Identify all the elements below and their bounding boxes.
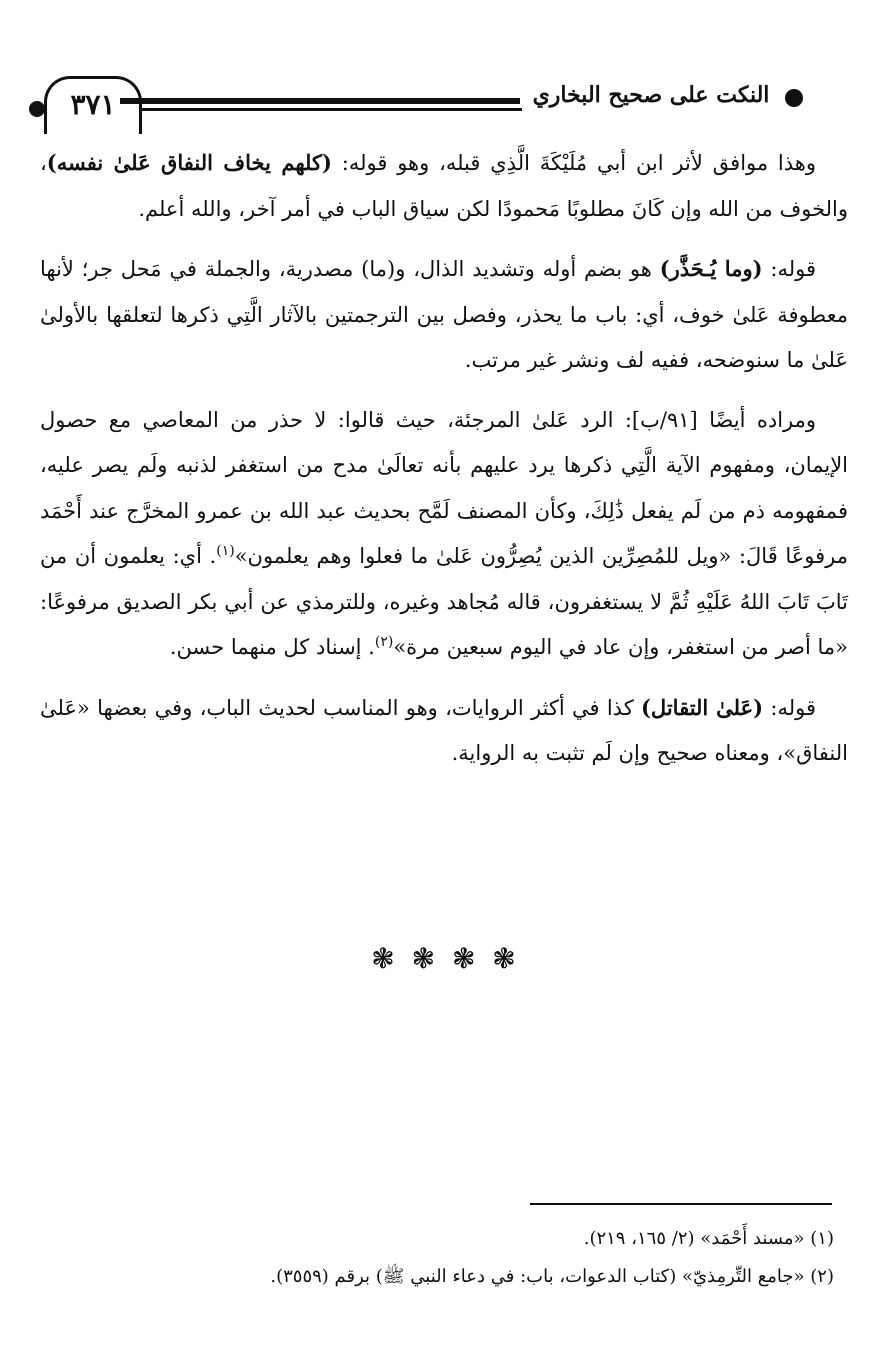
paragraph — [40, 246, 848, 384]
header-ornament-dot-right — [785, 89, 803, 107]
text-run: . أي: يعلمون أن من تَابَ تَابَ اللهُ عَلَيْهِ ثُمَّ لا يستغفرون، قاله مُجاهد وغيره، وللترمذي عن أبي بكر الصديق مرفوعًا: «ما أصر من استغفر، وإن عاد في اليوم سبعين مرة» — [40, 544, 848, 659]
page-header — [0, 0, 891, 140]
paragraph — [40, 685, 848, 777]
footnote-reference: (١) — [216, 543, 235, 559]
footnote-2: (٢) «جامع التِّرمِذيّ» (كتاب الدعوات، باب: في دعاء النبي ﷺ) برقم (٣٥٥٩). — [270, 1266, 834, 1287]
footnote-rule — [530, 1203, 832, 1205]
text-run: ، والخوف من الله وإن كَانَ مطلوبًا مَحمودًا لكن سياق الباب في أمر آخر، والله أعلم. — [40, 151, 848, 221]
main-text — [40, 140, 848, 791]
text-run: ومراده أيضًا [٩١/ب]: الرد عَلىٰ المرجئة، حيث قالوا: لا حذر من المعاصي مع حصول الإيمان، ومفهوم الآية الَّتِي ذكرها يرد عليهم بأنه تعالَىٰ مدح من استغفر لذنبه ولَم يصر عليه، فمفهومه ذم من لَم يفعل ذَٰلِكَ، وكأن المصنف لَمَّح بحديث عبد الله بن عمرو المخرَّج عند أَحْمَد مرفوعًا قَالَ: «ويل للمُصِرِّين الذين يُصِرُّون عَلىٰ ما فعلوا وهم يعلمون» — [40, 407, 848, 568]
text-run: وهذا موافق لأثر ابن أبي مُلَيْكَةَ الَّذِي قبله، وهو قوله: — [331, 151, 817, 175]
footnote-reference: (٢) — [374, 634, 394, 650]
text-run: هو بضم أوله وتشديد الذال، و(ما) مصدرية، والجملة في مَحل جر؛ لأنها معطوفة عَلىٰ خوف، أي: باب ما يحذر، وفصل بين الترجمتين بالآثار الَّتِي ذكرها لتعلقها بالأولىٰ عَلىٰ ما سنوضحه، ففيه لف ونشر غير مرتب. — [40, 257, 848, 372]
paragraph — [40, 140, 848, 232]
section-separator: ❃ ❃ ❃ ❃ — [371, 942, 520, 975]
running-title: النكت على صحيح البخاري — [532, 82, 770, 108]
text-run: قوله: — [763, 695, 817, 720]
text-run: كذا في أكثر الروايات، وهو المناسب لحديث الباب، وفي بعضها «عَلىٰ النفاق»، ومعناه صحيح وإن لَم تثبت به الرواية. — [40, 695, 848, 765]
page-number: ٣٧١ — [70, 88, 116, 121]
header-ornament-dot-left — [29, 101, 45, 117]
footnote-1: (١) «مسند أَحْمَد» (٢/ ١٦٥، ٢١٩). — [583, 1228, 834, 1249]
text-run: . إسناد كل منهما حسن. — [169, 635, 375, 659]
header-rule-thin — [140, 108, 522, 111]
quoted-lemma: (وما يُـحَذَّر) — [659, 256, 763, 281]
footnotes — [40, 1220, 834, 1296]
page-number-frame — [44, 76, 142, 134]
header-rule — [120, 98, 520, 104]
quoted-lemma: (عَلىٰ التقاتل) — [640, 694, 764, 720]
paragraph — [40, 398, 848, 671]
quoted-lemma: (كلهم يخاف النفاق عَلىٰ نفسه) — [46, 150, 332, 175]
text-run: قوله: — [762, 257, 817, 281]
